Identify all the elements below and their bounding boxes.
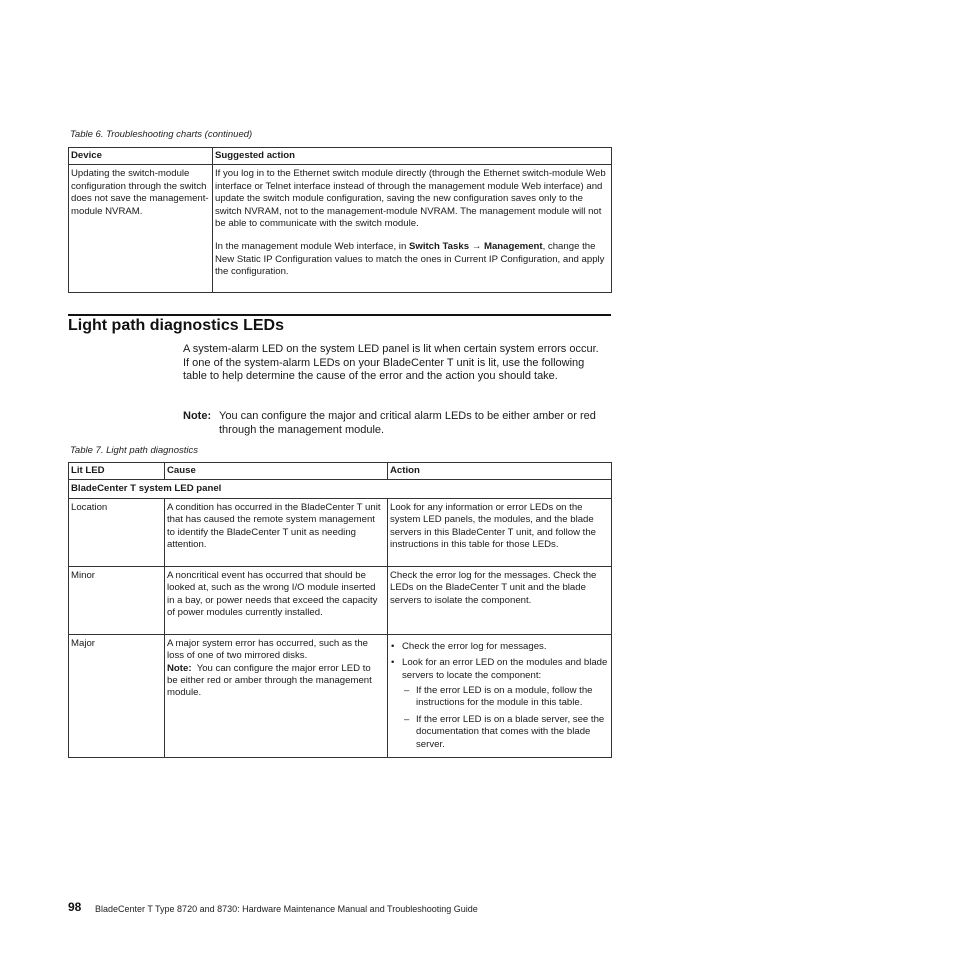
table7-header-action: Action (388, 463, 612, 480)
table7-cause-cell: A noncritical event has occurred that should be looked at, such as the wrong I/O module inserted in a bay, or power needs that exceed the capacity of power modules currently installed. (165, 566, 388, 634)
list-item (390, 657, 608, 751)
table7-led-cell: Location (69, 498, 165, 566)
bullet-mark: • (391, 657, 395, 669)
table7-group-label: BladeCenter T system LED panel (69, 480, 612, 498)
major-note-label: Note: (167, 662, 192, 674)
footer-text: BladeCenter T Type 8720 and 8730: Hardware Maintenance Manual and Troubleshooting Guide (95, 904, 478, 914)
major-cause-text: A major system error has occurred, such as the loss of one of two mirrored disks. (167, 637, 369, 662)
table7-cause-cell: A condition has occurred in the BladeCenter T unit that has caused the remote system management to identify the BladeCenter T unit as needing attention. (165, 498, 388, 566)
section-note (183, 410, 607, 437)
note-text: You can configure the major and critical alarm LEDs to be either amber or red through the management module. (219, 410, 596, 436)
menu-path: Switch Tasks → Management (408, 241, 543, 253)
section-title: Light path diagnostics LEDs (68, 317, 285, 334)
table7-header-cause: Cause (165, 463, 388, 480)
table7-group-row (69, 480, 612, 498)
table6-header-action: Suggested action (213, 148, 612, 165)
table6-header-row (69, 148, 612, 165)
table7-action-cell: Look for any information or error LEDs on the system LED panels, the modules, and the blade servers in this BladeCenter T unit, and follow the instructions in this table for those LEDs. (388, 498, 612, 566)
page-number: 98 (68, 900, 82, 914)
table6-action-cell (213, 165, 612, 293)
table7-action-cell: Check the error log for the messages. Check the LEDs on the BladeCenter T unit and the blade servers to isolate the component. (388, 566, 612, 634)
table7-cause-cell (165, 634, 388, 757)
list-item (402, 685, 608, 710)
table7 (68, 462, 612, 758)
section-rule (68, 314, 611, 316)
table6-device-cell: Updating the switch-module configuration through the switch does not save the management-module NVRAM. (69, 165, 213, 293)
section-intro: A system-alarm LED on the system LED panel is lit when certain system errors occur. If one of the system-alarm LEDs on your BladeCenter T unit is lit, use the following table to help determine the cause of the error and the action you should take. (183, 343, 599, 383)
table6-action-text: In the management module Web interface, in (215, 241, 409, 253)
dash-mark: – (404, 713, 410, 725)
table6-action-text: , change the New Static IP Configuration values to match the ones in Current IP Configuration, and apply the configuration. (215, 241, 605, 278)
table6 (68, 147, 612, 293)
table7-led-cell: Major (69, 634, 165, 757)
note-label: Note: (183, 410, 212, 422)
list-item (402, 714, 608, 751)
table-row (69, 634, 612, 757)
major-cause-note (167, 663, 384, 700)
dash-mark: – (404, 685, 410, 697)
major-action-sublist (402, 685, 608, 751)
table7-led-cell: Minor (69, 566, 165, 634)
list-item-text: If the error LED is on a blade server, see the documentation that comes with the blade server. (416, 713, 605, 750)
table-row (69, 498, 612, 566)
list-item-text: Look for an error LED on the modules and blade servers to locate the component: (402, 657, 608, 681)
table7-caption: Table 7. Light path diagnostics (70, 445, 198, 456)
table7-action-cell (388, 634, 612, 757)
major-note-text: You can configure the major error LED to be either red or amber through the management module. (167, 662, 372, 699)
table6-action-paragraph-2 (215, 241, 608, 278)
major-action-list (390, 641, 608, 751)
table6-action-paragraph-1: If you log in to the Ethernet switch module directly (through the Ethernet switch-module Web interface or Telnet interface instead of through the management module Web interface) and update the switch module configuration, saving the new configuration saves only to the switch NVRAM, not to the management-module NVRAM. The management module will not be able to communicate with the switch module. (215, 168, 606, 230)
table6-header-device: Device (69, 148, 213, 165)
table-row (69, 566, 612, 634)
bullet-mark: • (391, 640, 395, 652)
table7-header-row (69, 463, 612, 480)
table-row (69, 165, 612, 293)
list-item (390, 641, 608, 653)
table6-caption: Table 6. Troubleshooting charts (continued) (70, 129, 253, 140)
list-item-text: If the error LED is on a module, follow the instructions for the module in this table. (416, 685, 593, 709)
table7-header-lit-led: Lit LED (69, 463, 165, 480)
list-item-text: Check the error log for messages. (402, 640, 547, 652)
